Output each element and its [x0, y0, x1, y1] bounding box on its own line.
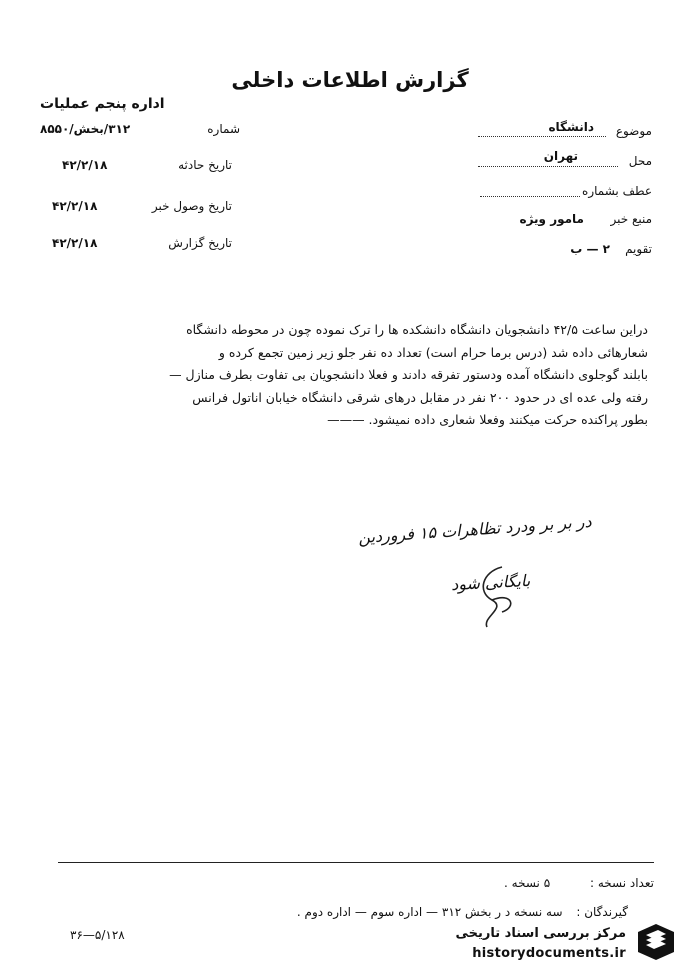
department-name: اداره پنجم عملیات — [40, 96, 165, 112]
field-value: ۴۲/۲/۱۸ — [52, 236, 98, 250]
right-field-location — [470, 149, 652, 170]
field-label: شماره — [207, 122, 240, 136]
copies-value: ۵ نسخه . — [504, 876, 551, 890]
field-label: تاریخ حادثه — [178, 158, 232, 172]
copies-label: تعداد نسخه : — [589, 876, 654, 890]
report-body — [48, 319, 648, 432]
right-field-subject — [470, 120, 652, 140]
handwritten-note-archive: بایگانی شود — [450, 570, 531, 595]
right-field-calendar — [530, 242, 652, 258]
field-label: تقویم — [625, 242, 652, 256]
field-value: دانشگاه — [548, 120, 594, 134]
archive-center-logo-icon — [632, 918, 680, 966]
footer-divider — [58, 862, 654, 863]
left-field-report-date — [52, 236, 232, 252]
field-label: تاریخ وصول خبر — [151, 199, 232, 213]
body-line: بابلند گوجلوی دانشگاه آمده ودستور تفرقه دادند و فعلا دانشجویان بی تفاوت بطرف منازل — — [169, 367, 648, 382]
field-value: مامور ویژه — [519, 212, 584, 226]
dotted-line — [480, 184, 580, 197]
field-label: منبع خبر — [610, 212, 652, 226]
field-value: تهران — [543, 149, 578, 163]
watermark-url: historydocuments.ir — [472, 946, 626, 961]
recipients-label: گیرندگان : — [576, 905, 628, 919]
handwritten-note: در بر بر ودرد تظاهرات ۱۵ فروردین — [357, 511, 593, 548]
right-field-reference — [476, 184, 652, 200]
signature-scribble — [462, 562, 532, 632]
copies-count — [504, 876, 654, 890]
body-line: شعارهائی داده شد (درس برما حرام است) تعداد ده نفر جلو زیر زمین تجمع کرده و — [218, 344, 648, 360]
page-title: گزارش اطلاعات داخلی — [231, 68, 469, 92]
field-value: ۴۲/۲/۱۸ — [62, 158, 108, 172]
body-line: دراین ساعت ۴۲/۵ دانشجویان دانشگاه دانشکده ها را ترک نموده چون در محوطه دانشگاه — [186, 322, 648, 337]
recipients — [297, 905, 628, 919]
field-label: عطف بشماره — [582, 184, 652, 198]
field-label: تاریخ گزارش — [168, 236, 232, 250]
watermark-text: مرکز بررسی اسناد تاریخی — [455, 926, 626, 941]
left-field-incident-date — [62, 158, 232, 174]
left-field-number — [40, 122, 240, 138]
field-value: ۳۱۲/بخش/۸۵۵۰ — [40, 122, 131, 136]
body-line: رفته ولی عده ای در حدود ۲۰۰ نفر در مقابل درهای شرقی دانشگاه خیابان اناتول فرانس — [192, 389, 648, 405]
field-label: موضوع — [615, 124, 652, 138]
field-value: ۴۲/۲/۱۸ — [52, 199, 98, 213]
left-field-receipt-date — [52, 199, 232, 215]
field-label: محل — [628, 154, 652, 168]
field-value: ۲ — ب — [570, 242, 610, 256]
recipients-value: سه نسخه د ر بخش ۳۱۲ — اداره سوم — اداره دوم . — [296, 905, 563, 919]
right-field-source — [490, 212, 652, 228]
body-line: بطور پراکنده حرکت میکنند وفعلا شعاری داده نمیشود. ——— — [327, 412, 648, 427]
archive-code: ۳۶—۵/۱۲۸ — [70, 928, 125, 942]
